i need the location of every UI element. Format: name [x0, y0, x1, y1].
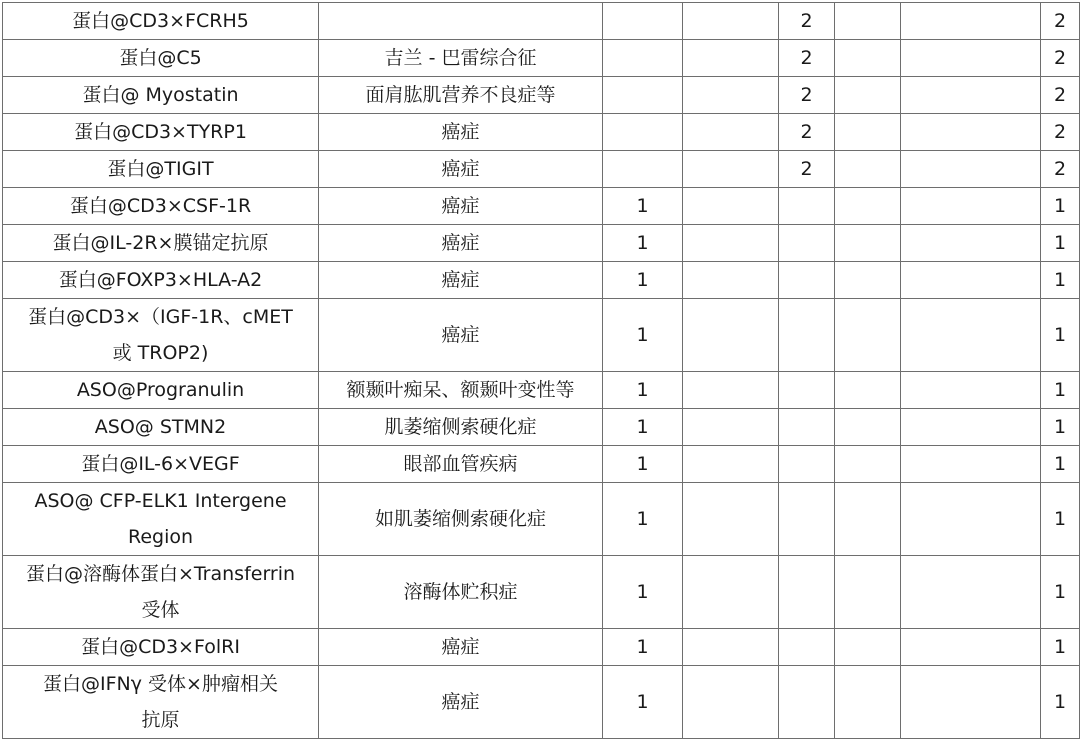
count-cell: 1	[603, 666, 683, 739]
table-row	[3, 40, 1080, 77]
count-cell	[603, 40, 683, 77]
count-cell	[901, 77, 1041, 114]
drug-name-line: 蛋白@CD3×FCRH5	[72, 10, 249, 32]
count-cell	[683, 77, 779, 114]
count-cell	[683, 299, 779, 372]
count-cell	[779, 409, 835, 446]
count-cell	[835, 225, 901, 262]
count-cell: 1	[1041, 225, 1080, 262]
indication-cell: 吉兰 - 巴雷综合征	[319, 40, 603, 77]
count-cell: 2	[779, 114, 835, 151]
count-cell: 1	[1041, 409, 1080, 446]
drug-name-cell	[3, 629, 319, 666]
count-cell: 1	[603, 556, 683, 629]
count-cell	[835, 262, 901, 299]
count-cell: 2	[1041, 77, 1080, 114]
table-row	[3, 151, 1080, 188]
drug-name-line: ASO@ CFP-ELK1 Intergene	[34, 490, 287, 512]
indication-cell: 溶酶体贮积症	[319, 556, 603, 629]
indication-cell: 如肌萎缩侧索硬化症	[319, 483, 603, 556]
count-cell	[779, 556, 835, 629]
count-cell	[683, 114, 779, 151]
drug-name-line: 蛋白@TIGIT	[107, 158, 214, 180]
count-cell	[779, 225, 835, 262]
drug-name-cell	[3, 483, 319, 556]
drug-name-line: ASO@Progranulin	[76, 379, 245, 401]
count-cell: 2	[1041, 114, 1080, 151]
count-cell	[835, 666, 901, 739]
table-row	[3, 629, 1080, 666]
indication-cell: 癌症	[319, 225, 603, 262]
count-cell: 1	[1041, 446, 1080, 483]
count-cell: 1	[603, 299, 683, 372]
count-cell	[683, 483, 779, 556]
count-cell	[901, 409, 1041, 446]
count-cell	[835, 77, 901, 114]
table-row	[3, 372, 1080, 409]
drug-name-line: 蛋白@IL-6×VEGF	[81, 453, 240, 475]
drug-name-cell	[3, 40, 319, 77]
count-cell	[835, 114, 901, 151]
drug-name-line: 蛋白@IL-2R×膜锚定抗原	[52, 232, 269, 254]
count-cell: 1	[1041, 262, 1080, 299]
table-row	[3, 409, 1080, 446]
table-row	[3, 225, 1080, 262]
data-table	[2, 2, 1080, 739]
count-cell: 2	[779, 3, 835, 40]
drug-name-cell	[3, 114, 319, 151]
drug-name-cell	[3, 299, 319, 372]
count-cell	[683, 188, 779, 225]
indication-cell: 癌症	[319, 262, 603, 299]
count-cell	[779, 299, 835, 372]
drug-name-line: 蛋白@CD3×（IGF-1R、cMET	[28, 306, 293, 328]
count-cell	[901, 556, 1041, 629]
table-row	[3, 77, 1080, 114]
count-cell: 1	[1041, 629, 1080, 666]
count-cell	[835, 556, 901, 629]
table-row	[3, 3, 1080, 40]
drug-name-cell	[3, 556, 319, 629]
count-cell: 1	[1041, 299, 1080, 372]
count-cell: 1	[603, 372, 683, 409]
count-cell	[901, 151, 1041, 188]
count-cell: 2	[779, 77, 835, 114]
count-cell	[835, 188, 901, 225]
table-row	[3, 262, 1080, 299]
count-cell: 1	[603, 188, 683, 225]
count-cell	[901, 262, 1041, 299]
count-cell	[603, 3, 683, 40]
count-cell	[835, 151, 901, 188]
count-cell: 1	[1041, 666, 1080, 739]
count-cell: 2	[1041, 40, 1080, 77]
count-cell	[603, 114, 683, 151]
table-row	[3, 299, 1080, 372]
count-cell	[901, 299, 1041, 372]
count-cell	[835, 629, 901, 666]
count-cell: 2	[1041, 3, 1080, 40]
drug-name-line-continued: 受体	[141, 599, 180, 621]
count-cell: 1	[603, 629, 683, 666]
count-cell	[779, 372, 835, 409]
count-cell	[603, 151, 683, 188]
count-cell: 1	[1041, 188, 1080, 225]
count-cell	[835, 40, 901, 77]
drug-name-line: 蛋白@FOXP3×HLA-A2	[58, 269, 263, 291]
indication-cell: 癌症	[319, 299, 603, 372]
count-cell	[835, 299, 901, 372]
count-cell	[779, 483, 835, 556]
count-cell	[901, 629, 1041, 666]
count-cell: 1	[1041, 556, 1080, 629]
count-cell	[901, 372, 1041, 409]
table-row	[3, 188, 1080, 225]
count-cell	[901, 3, 1041, 40]
count-cell	[901, 40, 1041, 77]
indication-cell: 面肩肱肌营养不良症等	[319, 77, 603, 114]
drug-name-line-continued: Region	[127, 526, 194, 548]
indication-cell: 眼部血管疾病	[319, 446, 603, 483]
count-cell	[901, 188, 1041, 225]
count-cell	[683, 40, 779, 77]
count-cell: 1	[603, 483, 683, 556]
count-cell	[683, 556, 779, 629]
indication-cell: 癌症	[319, 188, 603, 225]
drug-name-line: ASO@ STMN2	[94, 416, 227, 438]
count-cell	[901, 114, 1041, 151]
count-cell	[901, 483, 1041, 556]
count-cell: 1	[603, 225, 683, 262]
table-row	[3, 556, 1080, 629]
indication-cell: 癌症	[319, 629, 603, 666]
drug-name-cell	[3, 262, 319, 299]
count-cell: 1	[603, 262, 683, 299]
drug-name-line: 蛋白@CD3×TYRP1	[74, 121, 247, 143]
drug-name-line-continued: 抗原	[141, 709, 180, 731]
count-cell	[603, 77, 683, 114]
drug-name-line: 蛋白@溶酶体蛋白×Transferrin	[25, 563, 296, 585]
count-cell	[683, 629, 779, 666]
drug-name-line: 蛋白@CD3×FolRI	[81, 636, 240, 658]
drug-name-cell	[3, 446, 319, 483]
indication-cell	[319, 3, 603, 40]
table-row	[3, 446, 1080, 483]
count-cell: 2	[1041, 151, 1080, 188]
drug-name-cell	[3, 372, 319, 409]
drug-name-line-continued: 或 TROP2)	[112, 342, 209, 364]
count-cell	[683, 666, 779, 739]
count-cell	[779, 629, 835, 666]
table-row	[3, 666, 1080, 739]
drug-name-cell	[3, 151, 319, 188]
drug-name-line: 蛋白@C5	[119, 47, 202, 69]
drug-name-line: 蛋白@CD3×CSF-1R	[69, 195, 252, 217]
count-cell	[901, 666, 1041, 739]
indication-cell: 癌症	[319, 151, 603, 188]
drug-name-line: 蛋白@IFNγ 受体×肿瘤相关	[43, 673, 278, 695]
count-cell	[779, 262, 835, 299]
indication-cell: 癌症	[319, 114, 603, 151]
count-cell	[835, 483, 901, 556]
count-cell	[683, 151, 779, 188]
drug-name-cell	[3, 409, 319, 446]
count-cell	[835, 3, 901, 40]
count-cell: 1	[1041, 483, 1080, 556]
indication-cell: 额颞叶痴呆、额颞叶变性等	[319, 372, 603, 409]
drug-name-line: 蛋白@ Myostatin	[82, 84, 239, 106]
drug-name-cell	[3, 188, 319, 225]
count-cell	[683, 372, 779, 409]
drug-name-cell	[3, 666, 319, 739]
count-cell: 2	[779, 151, 835, 188]
count-cell: 1	[1041, 372, 1080, 409]
drug-name-cell	[3, 225, 319, 262]
table-row	[3, 483, 1080, 556]
table-row	[3, 114, 1080, 151]
count-cell	[683, 409, 779, 446]
drug-name-cell	[3, 3, 319, 40]
count-cell	[683, 225, 779, 262]
indication-cell: 肌萎缩侧索硬化症	[319, 409, 603, 446]
count-cell	[683, 262, 779, 299]
count-cell	[901, 225, 1041, 262]
count-cell: 2	[779, 40, 835, 77]
indication-cell: 癌症	[319, 666, 603, 739]
count-cell	[779, 188, 835, 225]
count-cell	[779, 446, 835, 483]
count-cell	[683, 3, 779, 40]
drug-name-cell	[3, 77, 319, 114]
count-cell	[835, 409, 901, 446]
count-cell	[683, 446, 779, 483]
count-cell: 1	[603, 409, 683, 446]
count-cell: 1	[603, 446, 683, 483]
count-cell	[835, 372, 901, 409]
count-cell	[779, 666, 835, 739]
count-cell	[835, 446, 901, 483]
count-cell	[901, 446, 1041, 483]
